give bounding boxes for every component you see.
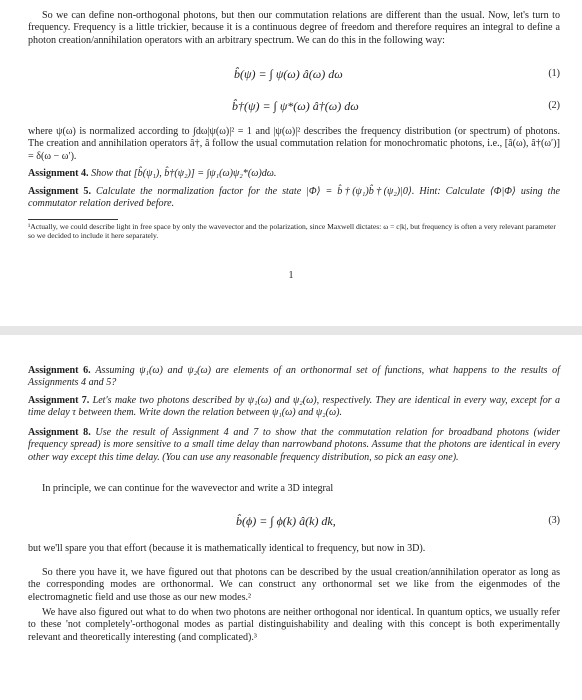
- we-have-paragraph: We have also figured out what to do when two photons are neither orthogonal nor identical. In quantum optics, we usually refer to these 'not completely'-orthogonal modes as partial distinguishability and dealing with this concept is both experimentally relevant and theoretically interesting (and complicated).³: [28, 607, 560, 643]
- assignment-7: [28, 395, 560, 420]
- where-paragraph: where ψ(ω) is normalized according to ∫dω|ψ(ω)|² = 1 and |ψ(ω)|² describes the frequency distribution (or spectrum) of photons. The creation and annihilation operators â†, â follow the usual commutation relation for monochromatic photons, i.e., [â(ω), â†(ω′)] = δ(ω − ω′).: [28, 126, 560, 162]
- assignment-8: [28, 427, 560, 464]
- intro-paragraph: So we can define non-orthogonal photons, but then our commutation relations are different than the usual. Now, let's turn to frequency. Frequency is a little trickier, because it is a continuous degree of freedom and therefore requires an integral to define a photon creation/annihilation operators with an arbitrary spectrum. We can do this in the following way:: [28, 10, 560, 46]
- assignment-4-text: Show that [b̂(ψ₁), b̂†(ψ₂)] = ∫ψ₁(ω)ψ₂*(ω)dω.: [91, 168, 277, 179]
- spare-paragraph: but we'll spare you that effort (because it is mathematically identical to frequency, but now in 3D).: [28, 543, 426, 554]
- assignment-4-label: Assignment 4.: [28, 168, 89, 179]
- assignment-6-text: Assuming ψ₁(ω) and ψ₂(ω) are elements of an orthonormal set of functions, what happens to the results of Assignments 4 and 5?: [28, 365, 560, 389]
- principle-paragraph: In principle, we can continue for the wavevector and write a 3D integral: [42, 483, 334, 494]
- equation-1-number: (1): [548, 68, 560, 79]
- assignment-4: [28, 168, 560, 180]
- footnote-rule: [28, 219, 118, 220]
- assignment-5-text: Calculate the normalization factor for the state |Φ⟩ = b̂†(ψ₁)b̂†(ψ₂)|0⟩. Hint: Calculate ⟨Φ|Φ⟩ using the commutator relation derived before.: [28, 186, 560, 210]
- equation-2: [0, 96, 582, 118]
- assignment-5-label: Assignment 5.: [28, 186, 91, 197]
- document-page-2: [0, 335, 582, 700]
- assignment-5: [28, 186, 560, 211]
- footnote-1: ¹Actually, we could describe light in free space by only the wavevector and the polarization, since Maxwell dictates: ω = c|k|, but frequency is often a very relevant parameter so we decided to include it here separately.: [28, 222, 556, 240]
- equation-1-formula: b̂(ψ) = ∫ ψ(ω) â(ω) dω: [234, 67, 343, 81]
- equation-3-number: (3): [548, 515, 560, 526]
- document-page-1: [0, 0, 582, 326]
- assignment-7-label: Assignment 7.: [28, 395, 90, 406]
- assignment-8-text: Use the result of Assignment 4 and 7 to show that the commutation relation for broadband photons (wider frequency spread) is more sensitive to a small time delay than narrowband photons. Assume that the photons are identical in every other way except this time delay. (You can use any reasonable frequency distribution, so pick an easy one).: [28, 427, 560, 463]
- equation-3-formula: b̂(ϕ) = ∫ ϕ(k) â(k) dk,: [236, 514, 336, 528]
- equation-2-formula: b̂†(ψ) = ∫ ψ*(ω) â†(ω) dω: [232, 99, 359, 113]
- page-number: 1: [288, 270, 294, 281]
- assignment-7-text: Let's make two photons described by ψ₁(ω) and ψ₂(ω), respectively. They are identical in every way, except for a time delay τ between them. Write down the relation between ψ₁(ω) and ψ₂(ω).: [28, 395, 560, 419]
- equation-2-number: (2): [548, 100, 560, 111]
- equation-3: [0, 511, 582, 533]
- assignment-6: [28, 365, 560, 390]
- assignment-8-label: Assignment 8.: [28, 427, 91, 438]
- so-there-paragraph: So there you have it, we have figured out that photons can be described by the usual creation/annihilation operator as long as the corresponding modes are orthonormal. We can construct any orthonormal set we like from the eigenmodes of the electromagnetic field and use those as our new modes.²: [28, 567, 560, 603]
- assignment-6-label: Assignment 6.: [28, 365, 91, 376]
- equation-1: [0, 64, 582, 86]
